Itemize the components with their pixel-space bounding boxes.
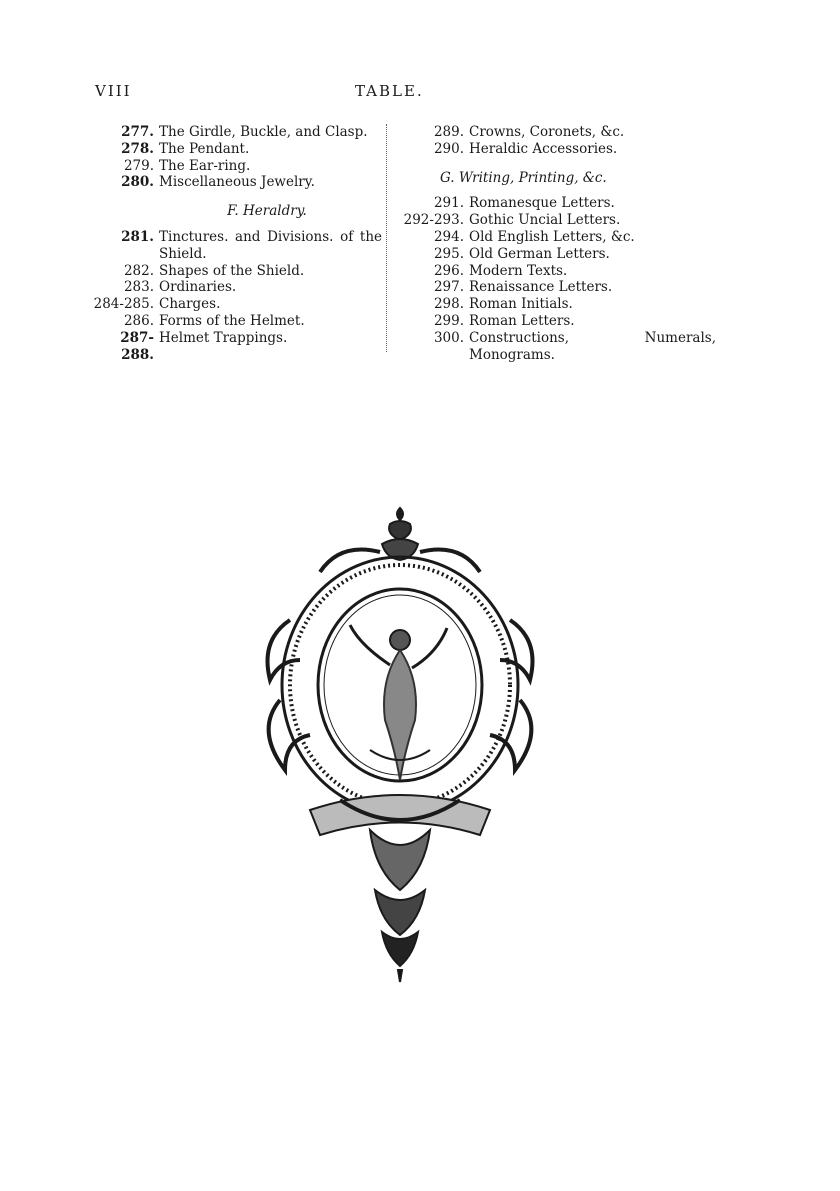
page-header [95,82,745,106]
entry-number: 298. [433,296,464,313]
entry-number: 294. [433,228,464,245]
toc-entry [92,174,382,191]
entry-title: Renaissance Letters. [469,279,613,296]
toc-entry [92,263,382,280]
toc-entry [396,141,716,158]
entry-number: 299. [433,312,464,329]
entry-title: Crowns, Coronets, &c. [469,124,625,140]
left-entries-top [92,124,382,191]
entry-title: Shapes of the Shield. [159,262,305,279]
toc-entry [396,195,716,212]
entry-number: 286. [123,312,154,329]
entry-title: Roman Letters. [469,312,575,329]
toc-entry [396,124,716,141]
page-folio: VIII [95,82,132,100]
entry-number: 296. [433,262,464,279]
entry-number: 281. [121,228,154,245]
toc-entry [92,296,382,313]
entry-number: 278. [121,140,154,157]
entry-number: 283. [123,279,154,296]
toc-entry [92,313,382,330]
entry-title: Modern Texts. [469,262,568,279]
entry-title: The Pendant. [159,140,250,157]
entry-title: Constructions, Numerals, Monograms. [469,329,716,363]
entry-title: Helmet Trappings. [159,329,288,346]
toc-entry [396,296,716,313]
entry-number: 279. [123,157,154,174]
entry-number: 290. [433,140,464,157]
entry-number: 282. [123,262,154,279]
entry-number: 297. [433,279,464,296]
toc-entry [92,279,382,296]
toc-entry [396,229,716,246]
toc-entry [92,124,382,141]
entry-number: 295. [433,245,464,262]
left-column [92,124,382,363]
right-entries-bottom [396,195,716,363]
entry-title: Roman Initials. [469,296,573,313]
section-heading: F. Heraldry. [227,203,307,220]
entry-number: 287-288. [120,329,154,363]
toc-entry [396,263,716,280]
entry-title: Ordinaries. [159,279,237,296]
toc-entry [92,141,382,158]
running-title: TABLE. [355,82,424,100]
entry-title: Miscellaneous Jewelry. [159,174,315,191]
entry-number: 292-293. [403,212,464,229]
toc-entry [396,330,716,364]
right-column [396,124,716,363]
toc-entry [396,279,716,296]
left-entries-bottom [92,229,382,363]
entry-title: Old English Letters, &c. [469,228,635,245]
entry-title: Heraldic Accessories. [469,140,618,157]
entry-title: Gothic Uncial Letters. [469,212,621,229]
right-entries-top [396,124,716,158]
section-heading: G. Writing, Printing, &c. [440,169,607,186]
entry-number: 284-285. [93,296,154,313]
entry-number: 277. [121,124,154,140]
entry-title: Old German Letters. [469,245,610,262]
entry-number: 300. [433,329,464,346]
entry-title: Charges. [159,296,221,313]
column-divider [386,124,387,352]
entry-title: Tinctures. and Divisions. of the Shield. [159,228,382,262]
entry-title: Forms of the Helmet. [159,312,305,329]
entry-title: Romanesque Letters. [469,195,615,212]
toc-entry [396,246,716,263]
entry-number: 291. [433,195,464,212]
entry-number: 280. [121,174,154,191]
cartouche-pendant-ornament-icon [250,500,550,990]
toc-entry [92,158,382,175]
entry-title: The Ear-ring. [159,157,251,174]
entry-title: The Girdle, Buckle, and Clasp. [159,124,368,140]
entry-number: 289. [433,124,464,140]
toc-entry [92,229,382,263]
toc-entry [396,313,716,330]
toc-entry [92,330,382,364]
toc-entry [396,212,716,229]
